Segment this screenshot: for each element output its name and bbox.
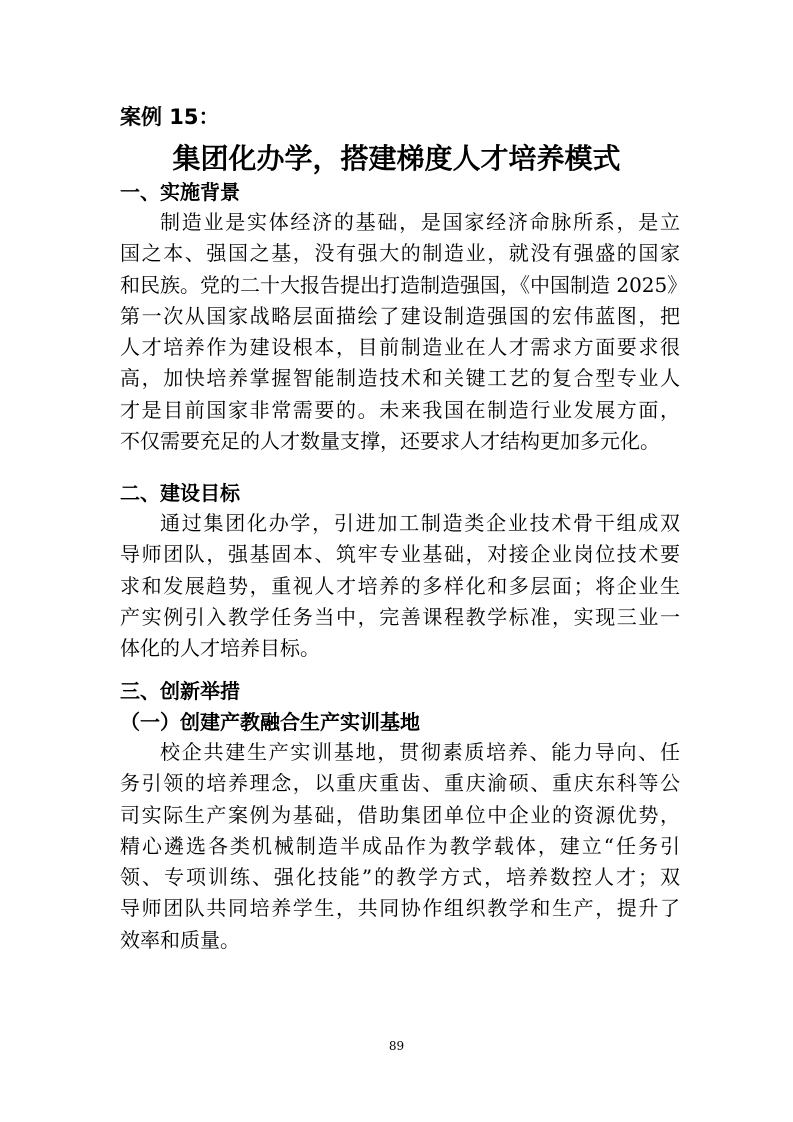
section-measures-paragraph	[120, 737, 680, 956]
paragraph-line: 人才培养作为建设根本，目前制造业在人才需求方面要求很	[120, 335, 680, 360]
section-background-paragraph	[120, 207, 688, 457]
case-label: 案例 15：	[120, 105, 220, 129]
paragraph-line: 务引领的培养理念，以重庆重齿、重庆渝硕、重庆东科等公	[120, 771, 680, 796]
page-title: 集团化办学，搭建梯度人才培养模式	[172, 142, 621, 175]
paragraph-line: 制造业是实体经济的基础，是国家经济命脉所系，是立	[160, 210, 680, 234]
section-goals-paragraph	[120, 508, 680, 664]
paragraph-line: 不仅需要充足的人才数量支撑，还要求人才结构更加多元化。	[120, 429, 660, 454]
paragraph-line: 司实际生产案例为基础，借助集团单位中企业的资源优势，	[120, 802, 680, 827]
paragraph-line: 导师团队，强基固本、筑牢专业基础，对接企业岗位技术要	[120, 542, 680, 567]
paragraph-line: 和民族。党的二十大报告提出打造制造强国，《中国制造 2025》	[120, 272, 688, 297]
paragraph-line: 导师团队共同培养学生，共同协作组织教学和生产，提升了	[120, 896, 680, 921]
section-heading-measures: 三、创新举措	[120, 679, 240, 703]
paragraph-line: 领、专项训练、强化技能”的教学方式，培养数控人才；双	[120, 865, 680, 890]
paragraph-line: 精心遴选各类机械制造半成品作为教学载体，建立“任务引	[120, 833, 680, 858]
paragraph-line: 国之本、强国之基，没有强大的制造业，就没有强盛的国家	[120, 241, 680, 266]
paragraph-line: 校企共建生产实训基地，贯彻素质培养、能力导向、任	[160, 740, 680, 764]
paragraph-line: 产实例引入教学任务当中，完善课程教学标准，实现三业一	[120, 604, 680, 629]
paragraph-line: 求和发展趋势，重视人才培养的多样化和多层面；将企业生	[120, 573, 680, 598]
paragraph-line: 体化的人才培养目标。	[120, 636, 320, 661]
section-heading-goals: 二、建设目标	[120, 481, 240, 505]
page-number: 89	[388, 1039, 405, 1053]
paragraph-line: 效率和质量。	[120, 927, 240, 952]
subsection-heading: （一）创建产教融合生产实训基地	[120, 710, 420, 734]
paragraph-line: 通过集团化办学，引进加工制造类企业技术骨干组成双	[160, 511, 680, 535]
paragraph-line: 高，加快培养掌握智能制造技术和关键工艺的复合型专业人	[120, 366, 680, 391]
section-heading-background: 一、实施背景	[120, 180, 240, 204]
paragraph-line: 才是目前国家非常需要的。未来我国在制造行业发展方面，	[120, 397, 680, 422]
paragraph-line: 第一次从国家战略层面描绘了建设制造强国的宏伟蓝图，把	[120, 303, 680, 328]
